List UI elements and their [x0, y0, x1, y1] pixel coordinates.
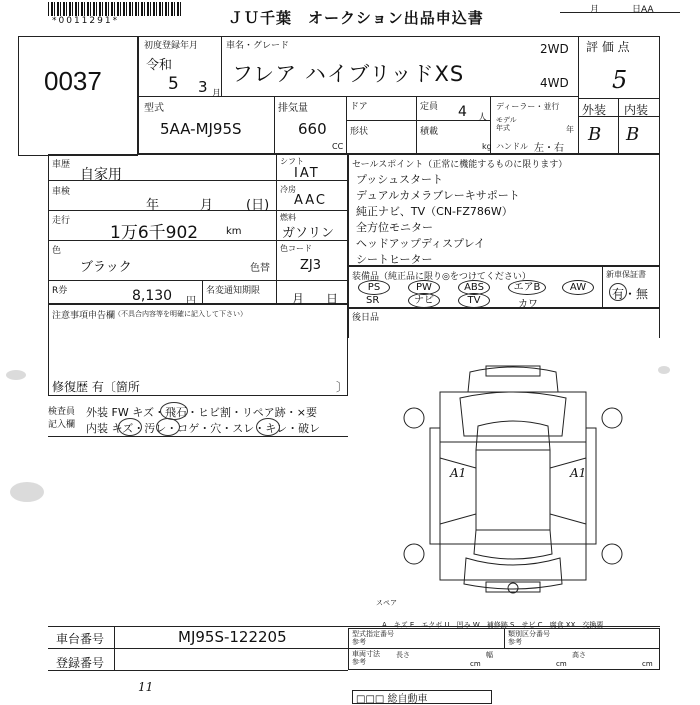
- post-label: 後日品: [352, 313, 380, 323]
- selling-point: 純正ナビ、TV（CN-FZ786W）: [356, 205, 513, 218]
- inspector-label: 検査員 記入欄: [48, 407, 76, 430]
- aircon-label: 冷房: [280, 185, 296, 194]
- equipment-tv: TV: [458, 293, 490, 308]
- company-label: □□□ 総自動車: [356, 694, 428, 705]
- year-unit: 年: [566, 125, 574, 134]
- fuel-value: ガソリン: [282, 226, 335, 241]
- selling-point: 全方位モニター: [356, 221, 433, 234]
- selling-point: ヘッドアップディスプレイ: [356, 237, 486, 250]
- equipment-aw: AW: [562, 280, 594, 295]
- inspection-month: 月: [200, 198, 214, 213]
- capacity-value: 4: [458, 104, 467, 120]
- selling-point: シートヒーター: [356, 253, 433, 266]
- equipment-ps: PS: [358, 280, 390, 295]
- model-value: 5AA-MJ95S: [160, 120, 242, 138]
- date-day-label: 日AA: [632, 5, 654, 15]
- inspector-exterior-row: 外装 FW キズ・飛石・ヒビ割・リペア跡・×要: [86, 406, 317, 419]
- color-value: ブラック: [80, 260, 132, 275]
- color-code-label: 色コード: [280, 244, 312, 253]
- date-month-label: 月: [590, 5, 600, 15]
- mileage-label: 走行: [52, 216, 71, 226]
- selling-point: プッシュスタート: [356, 173, 444, 186]
- barcode: [48, 2, 183, 16]
- r-label: R券: [52, 286, 68, 296]
- vehicle-name: フレア ハイブリッドXS: [232, 62, 465, 86]
- lot-number: 0037: [44, 66, 102, 96]
- loading-label: 積載: [420, 127, 439, 137]
- selling-points-list: [356, 172, 520, 268]
- inspector-interior-row: 内装 キズ・汚レ・コゲ・穴・スレ・キレ・破レ: [86, 422, 321, 435]
- width-label: 幅: [486, 651, 493, 659]
- aircon-value: AAC: [294, 193, 327, 208]
- capacity-unit: 人: [478, 113, 488, 123]
- registration-era: 令和: [146, 58, 173, 73]
- notification-month: 月: [292, 292, 305, 306]
- length-label: 長さ: [396, 651, 410, 659]
- barcode-number: *0011291*: [52, 16, 120, 26]
- displacement-value: 660: [298, 120, 327, 138]
- width-unit: cm: [556, 660, 567, 668]
- form-title: ＪＵ千葉 オークション出品申込書: [228, 9, 484, 27]
- equipment-leather: カワ: [518, 299, 538, 310]
- inspection-year: 年: [146, 198, 160, 213]
- selling-points-label: セールスポイント（正常に機能するものに限ります）: [352, 160, 568, 170]
- loading-unit: kg: [482, 142, 492, 151]
- rating-label: 評 価 点: [586, 40, 630, 54]
- registration-month: 3: [198, 78, 208, 96]
- fuel-label: 燃料: [280, 213, 296, 222]
- equipment-airbag: エアB: [508, 280, 546, 295]
- r-amount: 8,130: [132, 288, 173, 304]
- rating-interior: B: [626, 124, 640, 145]
- displacement-unit: CC: [332, 142, 344, 151]
- mileage-value: 1万6千902: [110, 223, 199, 243]
- history-value: 自家用: [80, 167, 122, 183]
- notification-day: 日: [326, 292, 339, 306]
- rating-exterior: B: [588, 124, 602, 145]
- notes-label: 注意事項申告欄: [52, 311, 116, 321]
- color-swatch-label: 色替: [250, 263, 270, 274]
- mileage-unit: km: [226, 226, 242, 237]
- equipment-pw: PW: [408, 280, 440, 295]
- inspection-label: 車検: [52, 187, 71, 197]
- dealer-label: ディーラー・並行: [496, 102, 560, 111]
- damage-mark-left: A1: [450, 466, 467, 480]
- equipment-label: 装備品（純正品に限り◎をつけてください）: [352, 272, 531, 282]
- notes-sublabel: （不具合内容等を明確に記入して下さい）: [114, 310, 247, 318]
- warranty-label: 新車保証書: [606, 270, 646, 279]
- warranty-value: 有・無: [612, 287, 649, 301]
- capacity-label: 定員: [420, 102, 439, 112]
- height-unit: cm: [642, 660, 653, 668]
- drive-2wd: 2WD: [540, 42, 569, 56]
- model-label: 型式: [144, 103, 164, 114]
- equipment-sr: SR: [366, 295, 380, 306]
- chassis-label: 車台番号: [56, 632, 105, 646]
- notification-label: 名変通知期限: [206, 286, 261, 296]
- drive-4wd: 4WD: [540, 76, 569, 90]
- shift-value: IAT: [294, 166, 320, 181]
- equipment-abs: ABS: [458, 280, 490, 295]
- repair-history-end: 〕: [336, 380, 349, 394]
- registration-number-label: 登録番号: [56, 656, 105, 670]
- handle-label: ハンドル: [496, 142, 528, 151]
- length-unit: cm: [470, 660, 481, 668]
- model-year-label: モデル 年式: [496, 116, 517, 132]
- equipment-navi: ナビ: [408, 293, 440, 308]
- inspection-day: (日): [246, 198, 270, 213]
- color-code-value: ZJ3: [300, 258, 322, 273]
- height-label: 高さ: [572, 651, 586, 659]
- damage-mark-right: A1: [570, 466, 587, 480]
- handle-value: 左・右: [534, 143, 564, 154]
- shift-label: シフト: [280, 157, 304, 166]
- rating-interior-label: 内装: [624, 103, 649, 117]
- rating-score: 5: [612, 66, 628, 94]
- selling-point: デュアルカメラブレーキサポート: [356, 189, 520, 202]
- vehicle-name-label: 車名・グレード: [226, 41, 290, 51]
- displacement-label: 排気量: [278, 103, 308, 114]
- rating-exterior-label: 外装: [582, 103, 607, 117]
- dims-label: 車両寸法 参考: [352, 650, 380, 666]
- registration-label: 初度登録年月: [144, 41, 199, 51]
- page-mark: 11: [138, 680, 154, 694]
- history-label: 車歴: [52, 160, 71, 170]
- category-label: 類別区分番号 参考: [508, 630, 550, 646]
- damage-legend: A…キズ E…エクボ U…凹み W…補修跡 S…サビ C…腐食 XX…交換要: [382, 621, 604, 629]
- chassis-value: MJ95S-122205: [178, 628, 287, 646]
- r-unit: 円: [186, 296, 196, 307]
- car-damage-diagram: [400, 358, 626, 600]
- type-designation-label: 型式指定番号 参考: [352, 630, 394, 646]
- registration-year: 5: [168, 74, 179, 94]
- registration-month-unit: 月: [212, 89, 222, 99]
- door-label: ドア: [350, 102, 368, 112]
- repair-history: 修復歴 有〔箇所: [52, 380, 140, 394]
- shape-label: 形状: [350, 127, 369, 137]
- color-label: 色: [52, 246, 62, 256]
- spare-label: スペア: [376, 599, 397, 607]
